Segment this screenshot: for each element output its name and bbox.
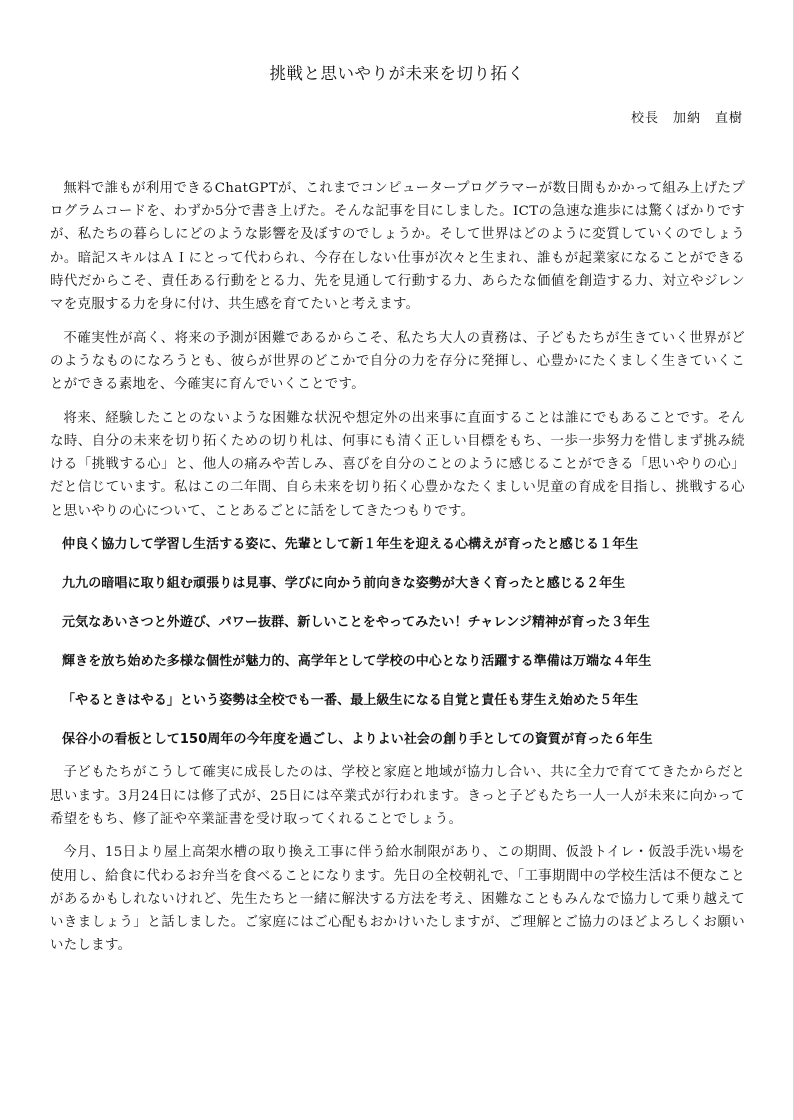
page-title: 挑戦と思いやりが未来を切り拓く [269, 64, 525, 83]
grade-item-5: 「やるときはやる」という姿勢は全校でも一番、最上級生になる自覚と責任も芽生え始めた５年生 [62, 693, 639, 709]
article-body [50, 177, 745, 968]
paragraph-closing-1: 子どもたちがこうして確実に成長したのは、学校と家庭と地域が協力し合い、共に全力で育ててきたからだと思います。3月24日には修了式が、25日には卒業式が行われます。きっと子どもたち一人一人が未来に向かって希望をもち、修了証や卒業証書を受け取ってくれることでしょう。 [50, 765, 745, 827]
grade-item-6: 保谷小の看板として150周年の今年度を過ごし、よりよい社会の創り手としての資質が育った６年生 [62, 732, 653, 748]
paragraph-intro-1: 無料で誰もが利用できるChatGPTが、これまでコンピュータープログラマーが数日間もかかって組み上げたプログラムコードを、わずか5分で書き上げた。そんな記事を目にしました。ICTの急速な進歩には驚くばかりですが、私たちの暮らしにどのような影響を及ぼすのでしょうか。そして世界はどのように変質していくのでしょうか。暗記スキルはＡＩにとって代わられ、今存在しない仕事が次々と生まれ、誰もが起業家になることができる時代だからこそ、責任ある行動をとる力、先を見通して行動する力、あらたな価値を創造する力、対立やジレンマを克服する力を身に付け、共生感を育てたいと考えます。 [50, 181, 745, 313]
author-line: 校長 加納 直樹 [630, 111, 743, 126]
grade-item-3: 元気なあいさつと外遊び、パワー抜群、新しいことをやってみたい！チャレンジ精神が育った３年生 [62, 615, 650, 631]
paragraph-intro-3: 将来、経験したことのないような困難な状況や想定外の出来事に直面することは誰にでもあることです。そんな時、自分の未来を切り拓くための切り札は、何事にも清く正しい目標をもち、一歩一歩努力を惜しまず挑み続ける「挑戦する心」と、他人の痛みや苦しみ、喜びを自分のことのように感じることができる「思いやりの心」だと信じています。私はこの二年間、自ら未来を切り拓く心豊かなたくましい児童の育成を目指し、挑戦する心と思いやりの心について、ことあるごとに話をしてきたつもりです。 [50, 410, 745, 519]
paragraph-intro-2: 不確実性が高く、将来の予測が困難であるからこそ、私たち大人の責務は、子どもたちが生きていく世界がどのようなものになろうとも、彼らが世界のどこかで自分の力を存分に発揮し、心豊かにたくましく生きていくことができる素地を、今確実に育んでいくことです。 [50, 330, 745, 393]
grade-item-1: 仲良く協力して学習し生活する姿に、先輩として新１年生を迎える心構えが育ったと感じる１年生 [62, 537, 639, 553]
grade-item-4: 輝きを放ち始めた多様な個性が魅力的、高学年として学校の中心となり活躍する準備は万端な４年生 [62, 654, 652, 670]
grade-item-2: 九九の暗唱に取り組む頑張りは見事、学びに向かう前向きな姿勢が大きく育ったと感じる２年生 [62, 576, 626, 592]
paragraph-closing-2: 今月、15日より屋上高架水槽の取り換え工事に伴う給水制限があり、この期間、仮設トイレ・仮設手洗い場を使用し、給食に代わるお弁当を食べることになります。先日の全校朝礼で、「工事期間中の学校生活は不便なことがあるかもしれないけれど、先生たちと一緒に解決する方法を考え、困難なこともみんなで協力して乗り越えていきましょう」と話しました。ご家庭にはご心配もおかけいたしますが、ご理解とご協力のほどよろしくお願いいたします。 [50, 845, 745, 954]
grade-list [50, 533, 745, 751]
